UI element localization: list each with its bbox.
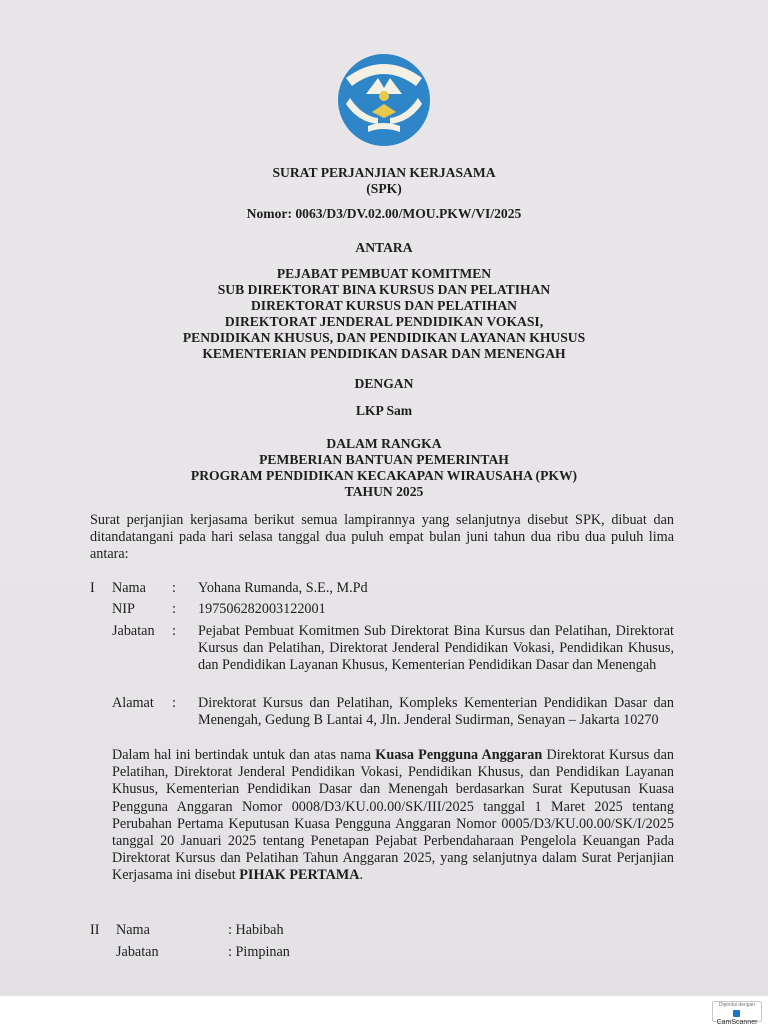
position-colon: : — [172, 623, 176, 639]
address-value: Direktorat Kursus dan Pelatihan, Kompleks Kementerian Pendidikan Dasar dan Menengah, Gedung B Lantai 4, Jln. Jenderal Sudirman, Senayan – Jakarta 10270 — [198, 695, 674, 729]
camscanner-watermark — [712, 1001, 762, 1026]
section-numeral-2: II — [90, 922, 100, 938]
nip-value: 197506282003122001 — [198, 601, 326, 617]
name-value: Yohana Rumanda, S.E., M.Pd — [198, 580, 368, 596]
document-title: SURAT PERJANJIAN KERJASAMA (SPK) — [272, 165, 496, 196]
authority-paragraph — [112, 747, 674, 885]
intro-paragraph: Surat perjanjian kerjasama berikut semua lampirannya yang selanjutnya disebut SPK, dibuat dan ditandatangani pada hari selasa tanggal dua puluh empat bulan juni tahun dua ribu dua puluh lima antara: — [90, 512, 674, 563]
between-heading: ANTARA — [355, 240, 413, 255]
camscanner-icon — [733, 1010, 740, 1017]
authority-text-end: . — [359, 867, 364, 884]
second-party-name: LKP Sam — [355, 403, 413, 418]
position-value: Pejabat Pembuat Komitmen Sub Direktorat Bina Kursus dan Pelatihan, Direktorat Kursus dan Pelatihan, Direktorat Jenderal Pendidikan Vokasi, Pendidikan Khusus, dan Pendidikan Layanan Khusus, Kementerian Pendidikan Dasar dan Menengah — [198, 623, 674, 674]
with-heading: DENGAN — [354, 376, 414, 391]
name-colon: : — [172, 580, 176, 596]
watermark-brand-text: CamScanner — [716, 1019, 758, 1026]
purpose-block: DALAM RANGKA PEMBERIAN BANTUAN PEMERINTAH PROGRAM PENDIDIKAN KECAKAPAN WIRAUSAHA (PKW) TAHUN 2025 — [190, 436, 578, 499]
document-number: Nomor: 0063/D3/DV.02.00/MOU.PKW/VI/2025 — [246, 206, 522, 221]
name-label-2: Nama — [116, 922, 150, 938]
section-numeral-1: I — [90, 580, 95, 596]
address-colon: : — [172, 695, 176, 711]
authority-text-body: Direktorat Kursus dan Pelatihan, Direktorat Jenderal Pendidikan Vokasi, Pendidikan Khusus, dan Pendidikan Layanan Khusus, Kementerian Pendidikan Dasar dan Menengah berdasarkan Surat Keputusan Kuasa Pengguna Anggaran Nomor 0008/D3/KU.00.00/SK/III/2025 tanggal 1 Maret 2025 tentang Perubahan Pertama Keputusan Kuasa Pengguna Anggaran Nomor 0005/D3/KU.00.00/SK/I/2025 tanggal 20 Januari 2025 tentang Penetapan Pejabat Perbendaharaan Pengelola Keuangan Pada Direktorat Kursus dan Pelatihan Tahun Anggaran 2025, yang selanjutnya dalam Surat Perjanjian Kerjasama ini disebut — [112, 747, 674, 884]
watermark-brand — [713, 1009, 761, 1027]
position-label-2: Jabatan — [116, 944, 159, 960]
first-party-block: PEJABAT PEMBUAT KOMITMEN SUB DIREKTORAT BINA KURSUS DAN PELATIHAN DIREKTORAT KURSUS DAN PELATIHAN DIREKTORAT JENDERAL PENDIDIKAN VOKASI, PENDIDIKAN KHUSUS, DAN PENDIDIKAN LAYANAN KHUSUS KEMENTERIAN PENDIDIKAN DASAR DAN MENENGAH — [182, 266, 586, 361]
authority-role: Kuasa Pengguna Anggaran — [375, 747, 543, 763]
first-party-term: PIHAK PERTAMA — [239, 867, 360, 884]
name-label: Nama — [112, 580, 146, 596]
watermark-caption: Dipindai dengan — [718, 1002, 756, 1008]
nip-colon: : — [172, 601, 176, 617]
tut-wuri-handayani-logo-icon — [332, 52, 436, 148]
authority-text-start: Dalam hal ini bertindak untuk dan atas nama — [112, 747, 376, 763]
address-label: Alamat — [112, 695, 154, 711]
position-value-2: : Pimpinan — [228, 944, 290, 960]
nip-label: NIP — [112, 601, 135, 617]
name-value-2: : Habibah — [228, 922, 284, 938]
position-label: Jabatan — [112, 623, 155, 639]
